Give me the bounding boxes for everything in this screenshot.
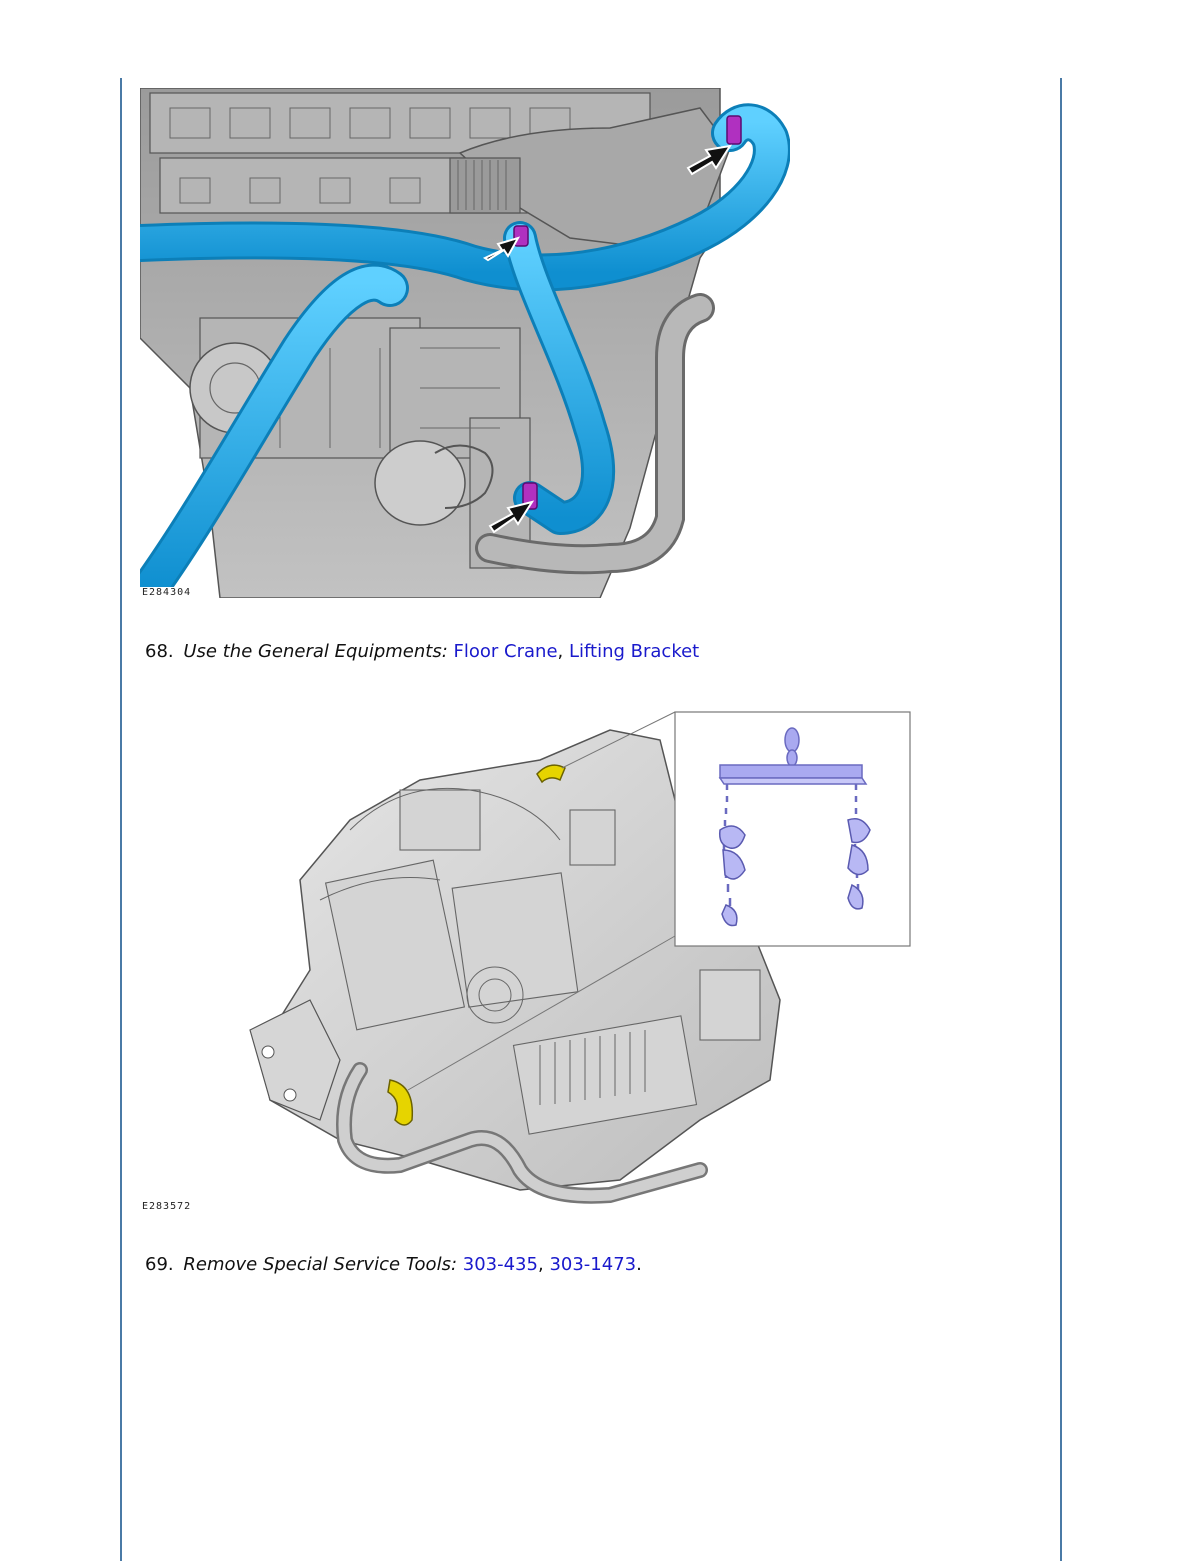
figure-code: E284304 [142, 587, 192, 598]
step-instruction: Use the General Equipments: [183, 641, 448, 662]
left-border-rule [120, 78, 122, 1561]
engine-coolant-hose-illustration [140, 88, 790, 598]
link-floor-crane[interactable]: Floor Crane [453, 641, 558, 662]
link-tool-303-1473[interactable]: 303-1473 [549, 1254, 637, 1275]
link-separator: , [537, 1254, 544, 1275]
link-separator: , [557, 641, 564, 662]
step-68 [145, 641, 699, 662]
step-number: 68. [145, 641, 174, 662]
right-border-rule [1060, 78, 1062, 1561]
step-instruction: Remove Special Service Tools: [183, 1254, 458, 1275]
engine-lifting-illustration [140, 700, 920, 1214]
step-end: . [636, 1254, 642, 1275]
figure-code: E283572 [142, 1201, 192, 1212]
step-69 [145, 1254, 642, 1275]
step-number: 69. [145, 1254, 174, 1275]
link-tool-303-435[interactable]: 303-435 [462, 1254, 538, 1275]
link-lifting-bracket[interactable]: Lifting Bracket [568, 641, 700, 662]
